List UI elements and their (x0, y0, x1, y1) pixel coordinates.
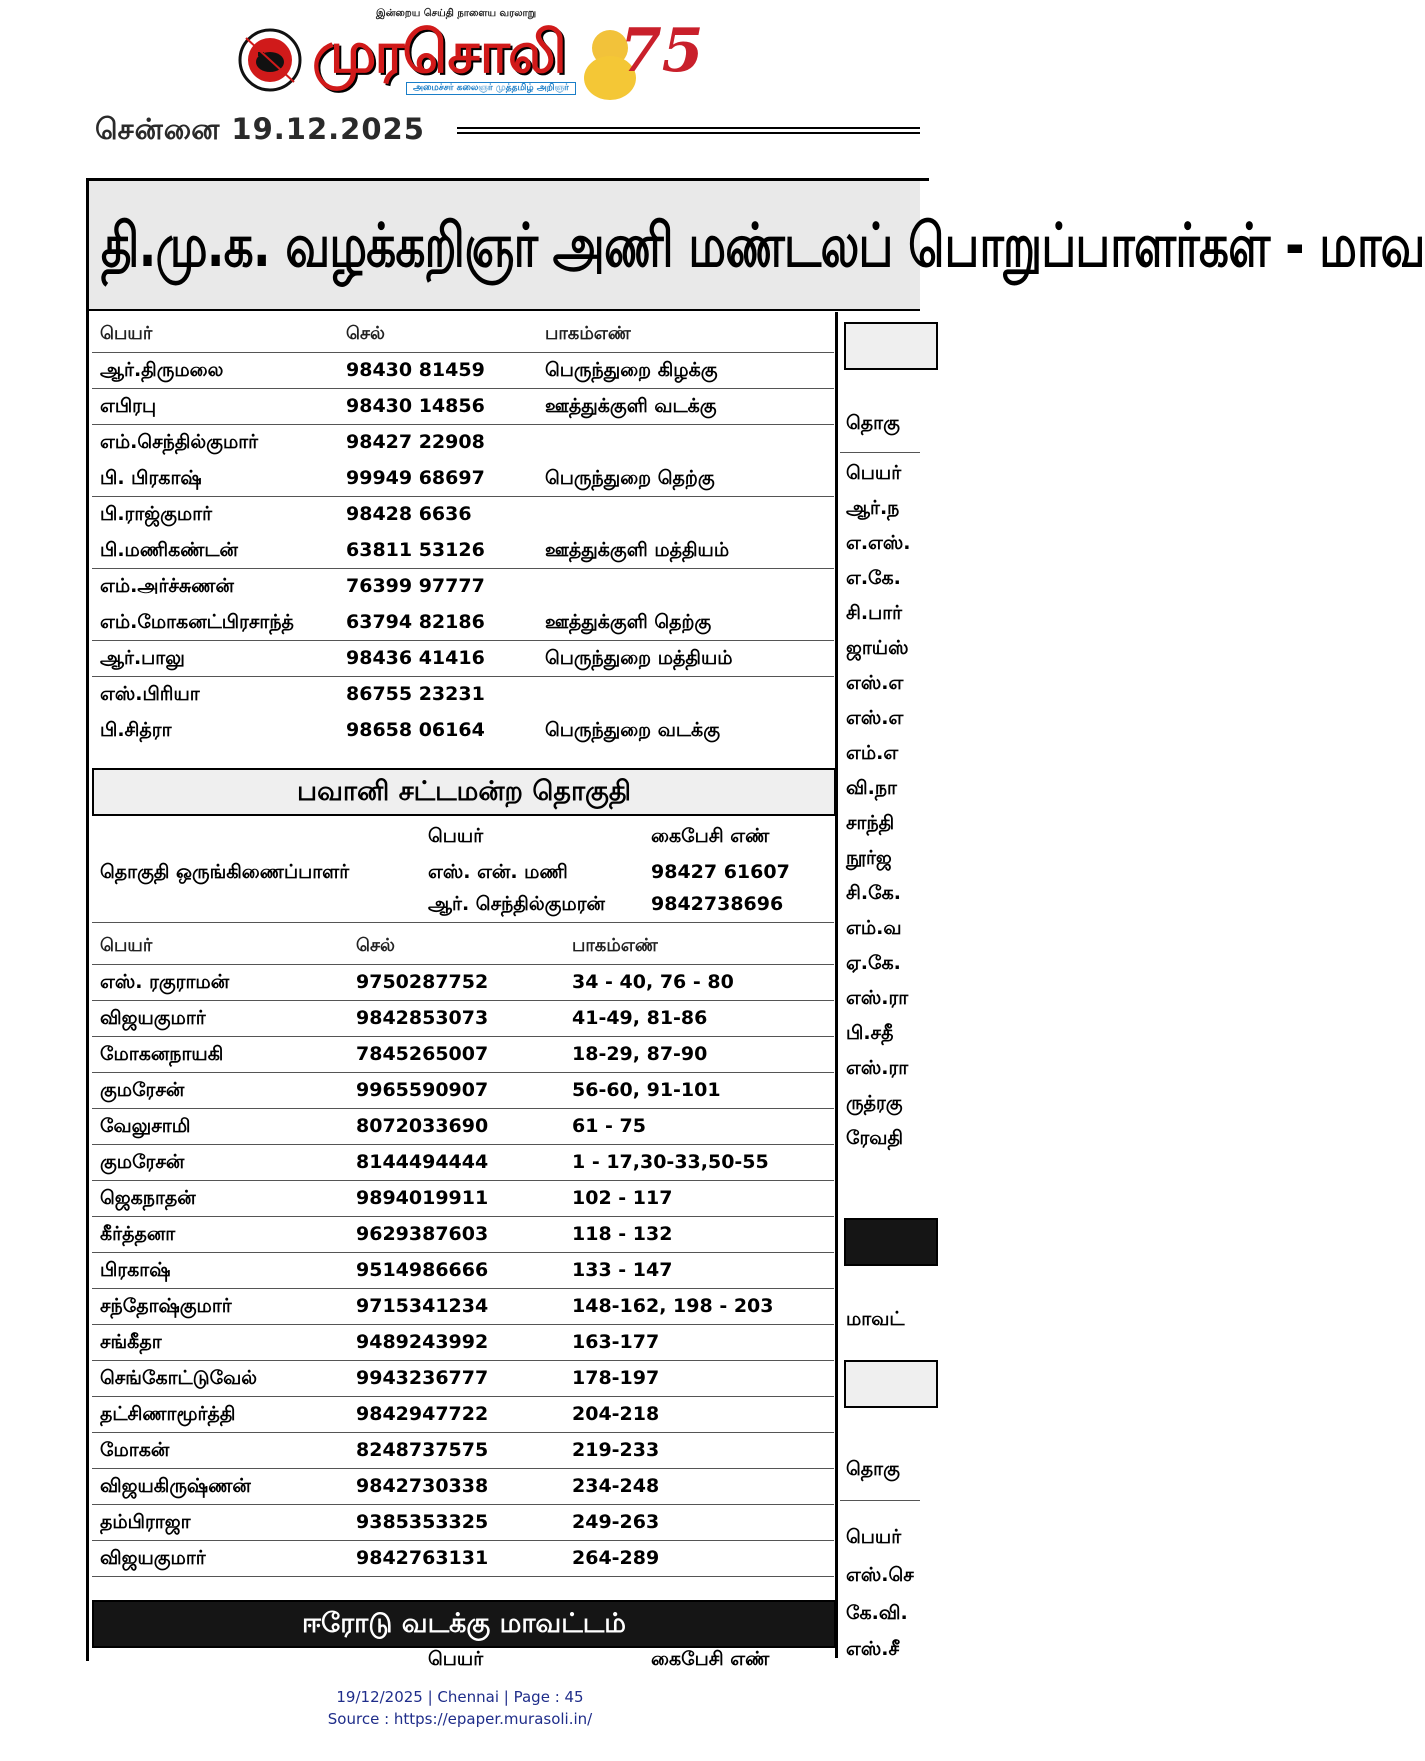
right-item: ஏ.கே. (846, 952, 901, 974)
row-part: 204-218 (572, 1403, 660, 1425)
footer (0, 1686, 920, 1730)
row-part: பெருந்துறை வடக்கு (545, 719, 720, 741)
row-phone: 9629387603 (356, 1223, 489, 1245)
row-name: எம்.மோகனட்பிரசாந்த் (100, 611, 294, 633)
row-phone: 8144494444 (356, 1151, 489, 1173)
row-phone: 98430 14856 (346, 395, 485, 417)
row-name: பி.ராஜ்குமார் (100, 503, 213, 525)
row-phone: 98430 81459 (346, 359, 485, 381)
right-item: எஸ்.எ (846, 707, 904, 729)
table-row (92, 1252, 834, 1289)
right-section-box (844, 1218, 938, 1266)
row-part: பெருந்துறை மத்தியம் (545, 647, 733, 669)
row-phone: 99949 68697 (346, 467, 485, 489)
table2-header (92, 928, 834, 965)
header-name: பெயர் (100, 323, 153, 344)
right-item: வி.நா (846, 777, 897, 799)
edition-date: சென்னை 19.12.2025 (95, 112, 425, 146)
row-phone: 98436 41416 (346, 647, 485, 669)
row-name: குமரேசன் (100, 1079, 185, 1101)
coord-row (92, 886, 834, 923)
table-row (92, 568, 834, 604)
row-part: 264-289 (572, 1547, 660, 1569)
row-part: பெருந்துறை கிழக்கு (545, 359, 718, 381)
row-phone: 98658 06164 (346, 719, 485, 741)
row-part: 148-162, 198 - 203 (572, 1295, 774, 1317)
coord-header-name: பெயர் (428, 1648, 484, 1670)
coord-label: தொகுதி ஒருங்கிணைப்பாளர் (100, 861, 350, 883)
table-row (92, 1396, 834, 1433)
row-name: பி. பிரகாஷ் (100, 467, 202, 489)
row-phone: 9715341234 (356, 1295, 489, 1317)
row-name: ஆர்.பாலு (100, 647, 185, 669)
table-row (92, 1108, 834, 1145)
left-column (92, 312, 834, 1670)
anniversary-number: 75 (620, 16, 704, 86)
table-row (92, 1468, 834, 1505)
right-item: தொகு (846, 1458, 900, 1480)
right-item: எ.எஸ். (846, 532, 911, 554)
row-name: எம்.செந்தில்குமார் (100, 431, 259, 453)
row-phone: 9943236777 (356, 1367, 489, 1389)
right-item: ஜாய்ஸ் (846, 637, 909, 659)
table-row (92, 496, 834, 532)
section-title-bhavani: பவானி சட்டமன்ற தொகுதி (92, 768, 836, 816)
coord-header-phone: கைபேசி எண் (651, 825, 770, 847)
row-name: விஜயகிருஷ்ணன் (100, 1475, 251, 1497)
row-name: செங்கோட்டுவேல் (100, 1367, 258, 1389)
right-item: நூர்ஜ (846, 847, 892, 869)
row-part: 18-29, 87-90 (572, 1043, 708, 1065)
right-item: சாந்தி (846, 812, 895, 834)
column-separator (835, 312, 838, 1658)
row-name: எபிரபு (100, 395, 157, 417)
row-name: வேலுசாமி (100, 1115, 191, 1137)
row-part: 1 - 17,30-33,50-55 (572, 1151, 769, 1173)
row-phone: 9750287752 (356, 971, 489, 993)
row-part: 234-248 (572, 1475, 660, 1497)
row-part: 56-60, 91-101 (572, 1079, 721, 1101)
banner (89, 181, 1425, 311)
right-section-box (844, 1360, 938, 1408)
table-row (92, 1360, 834, 1397)
masthead-tagline: இன்றைய செய்தி நாளைய வரலாறு (376, 8, 537, 19)
row-name: பிரகாஷ் (100, 1259, 171, 1281)
row-part: 118 - 132 (572, 1223, 673, 1245)
row-phone: 76399 97777 (346, 575, 485, 597)
footer-source-link[interactable]: Source : https://epaper.murasoli.in/ (327, 1710, 593, 1728)
table-row (92, 460, 834, 497)
right-item: ருத்ரகு (846, 1092, 903, 1114)
right-item: கே.வி. (846, 1602, 908, 1624)
row-part: ஊத்துக்குளி தெற்கு (545, 611, 712, 633)
row-name: ஜெகநாதன் (100, 1187, 196, 1209)
table-row (92, 1324, 834, 1361)
coord-name: ஆர். செந்தில்குமரன் (428, 893, 605, 915)
header-name: பெயர் (100, 935, 153, 956)
row-phone: 9965590907 (356, 1079, 489, 1101)
table-row (92, 640, 834, 677)
row-phone: 7845265007 (356, 1043, 489, 1065)
header-cell: செல் (346, 323, 385, 344)
row-part: 61 - 75 (572, 1115, 646, 1137)
table-row (92, 1432, 834, 1469)
right-item: ஆர்.ந (846, 497, 900, 519)
row-phone: 86755 23231 (346, 683, 485, 705)
table-row (92, 424, 834, 460)
row-phone: 9514986666 (356, 1259, 489, 1281)
right-item: பி.சதீ (846, 1022, 894, 1044)
right-item: எம்.வ (846, 917, 902, 939)
right-item: பெயர் (846, 462, 902, 484)
date-line (95, 112, 920, 154)
row-phone: 63794 82186 (346, 611, 485, 633)
table-row (92, 1180, 834, 1217)
table-row (92, 1288, 834, 1325)
right-rule (840, 1500, 920, 1501)
right-item: எம்.எ (846, 742, 899, 764)
row-part: 163-177 (572, 1331, 660, 1353)
coord-header-name: பெயர் (428, 825, 484, 847)
masthead-name: முரசொலி (312, 18, 565, 86)
row-phone: 9489243992 (356, 1331, 489, 1353)
masthead (238, 8, 704, 108)
table-row (92, 1216, 834, 1253)
row-name: பி.சித்ரா (100, 719, 172, 741)
table-row (92, 712, 834, 748)
section-title-erode-north: ஈரோடு வடக்கு மாவட்டம் (92, 1600, 836, 1648)
table-row (92, 1072, 834, 1109)
table-row (92, 1504, 834, 1541)
right-item: எஸ்.சீ (846, 1638, 899, 1660)
masthead-sub: அமைச்சர் கலைஞர் முத்தமிழ் அறிஞர் (406, 82, 576, 95)
row-phone: 8248737575 (356, 1439, 489, 1461)
table-row (92, 1540, 834, 1577)
row-phone: 9894019911 (356, 1187, 489, 1209)
row-phone: 98427 22908 (346, 431, 485, 453)
coord-name: எஸ். என். மணி (428, 861, 568, 883)
right-item: எ.கே. (846, 567, 901, 589)
table-row (92, 1000, 834, 1037)
row-phone: 9842853073 (356, 1007, 489, 1029)
row-name: சங்கீதா (100, 1331, 162, 1353)
right-section-box (844, 322, 938, 370)
row-phone: 8072033690 (356, 1115, 489, 1137)
row-name: மோகனநாயகி (100, 1043, 224, 1065)
row-phone: 9385353325 (356, 1511, 489, 1533)
row-phone: 98428 6636 (346, 503, 472, 525)
right-column-cutoff (840, 312, 920, 1658)
row-name: மோகன் (100, 1439, 170, 1461)
date-rule (457, 127, 920, 134)
right-item: எஸ்.செ (846, 1564, 914, 1586)
row-name: சந்தோஷ்குமார் (100, 1295, 232, 1317)
row-name: ஆர்.திருமலை (100, 359, 224, 381)
table-row (92, 676, 834, 712)
row-phone: 9842947722 (356, 1403, 489, 1425)
row-name: எஸ்.பிரியா (100, 683, 200, 705)
row-name: விஜயகுமார் (100, 1547, 206, 1569)
coord-phone: 9842738696 (651, 893, 784, 915)
header-part: பாகம்எண் (572, 935, 658, 956)
right-item: ரேவதி (846, 1127, 904, 1149)
row-part: 178-197 (572, 1367, 660, 1389)
coord-header-phone: கைபேசி எண் (651, 1648, 770, 1670)
section3-partial-header (92, 1646, 834, 1670)
footer-date-page: 19/12/2025 | Chennai | Page : 45 (336, 1688, 584, 1706)
table-row (92, 1036, 834, 1073)
row-part: ஊத்துக்குளி வடக்கு (545, 395, 717, 417)
table-row (92, 532, 834, 569)
row-name: பி.மணிகண்டன் (100, 539, 238, 561)
right-item: பெயர் (846, 1526, 902, 1548)
row-name: தட்சிணாமூர்த்தி (100, 1403, 236, 1425)
row-part: 34 - 40, 76 - 80 (572, 971, 734, 993)
table1-header (92, 316, 834, 353)
header-cell: செல் (356, 935, 395, 956)
row-part: ஊத்துக்குளி மத்தியம் (545, 539, 730, 561)
banner-title: தி.மு.க. வழக்கறிஞர் அணி மண்டலப் பொறுப்பாளர்கள் - மாவ (101, 211, 1425, 281)
table-row (92, 1144, 834, 1181)
coord-header (92, 818, 834, 854)
table-row (92, 964, 834, 1001)
right-item: தொகு (846, 412, 900, 434)
right-item: எஸ்.ரா (846, 1057, 909, 1079)
row-name: குமரேசன் (100, 1151, 185, 1173)
row-part: 133 - 147 (572, 1259, 673, 1281)
table-row (92, 604, 834, 641)
right-item: சி.கே. (846, 882, 901, 904)
right-item: மாவட் (846, 1308, 905, 1330)
coord-phone: 98427 61607 (651, 861, 790, 883)
row-name: எம்.அர்ச்சுணன் (100, 575, 234, 597)
right-item: எஸ்.எ (846, 672, 904, 694)
header-part: பாகம்எண் (545, 323, 631, 344)
right-item: சி.பார் (846, 602, 903, 624)
right-item: எஸ்.ரா (846, 987, 909, 1009)
row-phone: 9842730338 (356, 1475, 489, 1497)
table-row (92, 352, 834, 389)
row-part: 219-233 (572, 1439, 660, 1461)
table-row (92, 388, 834, 425)
coord-row (92, 854, 834, 890)
row-name: எஸ். ரகுராமன் (100, 971, 230, 993)
right-rule (840, 452, 920, 453)
row-part: பெருந்துறை தெற்கு (545, 467, 715, 489)
row-phone: 63811 53126 (346, 539, 485, 561)
row-part: 249-263 (572, 1511, 660, 1533)
row-phone: 9842763131 (356, 1547, 489, 1569)
row-name: கீர்த்தனா (100, 1223, 176, 1245)
row-name: விஜயகுமார் (100, 1007, 206, 1029)
row-part: 102 - 117 (572, 1187, 673, 1209)
row-part: 41-49, 81-86 (572, 1007, 708, 1029)
row-name: தம்பிராஜா (100, 1511, 191, 1533)
